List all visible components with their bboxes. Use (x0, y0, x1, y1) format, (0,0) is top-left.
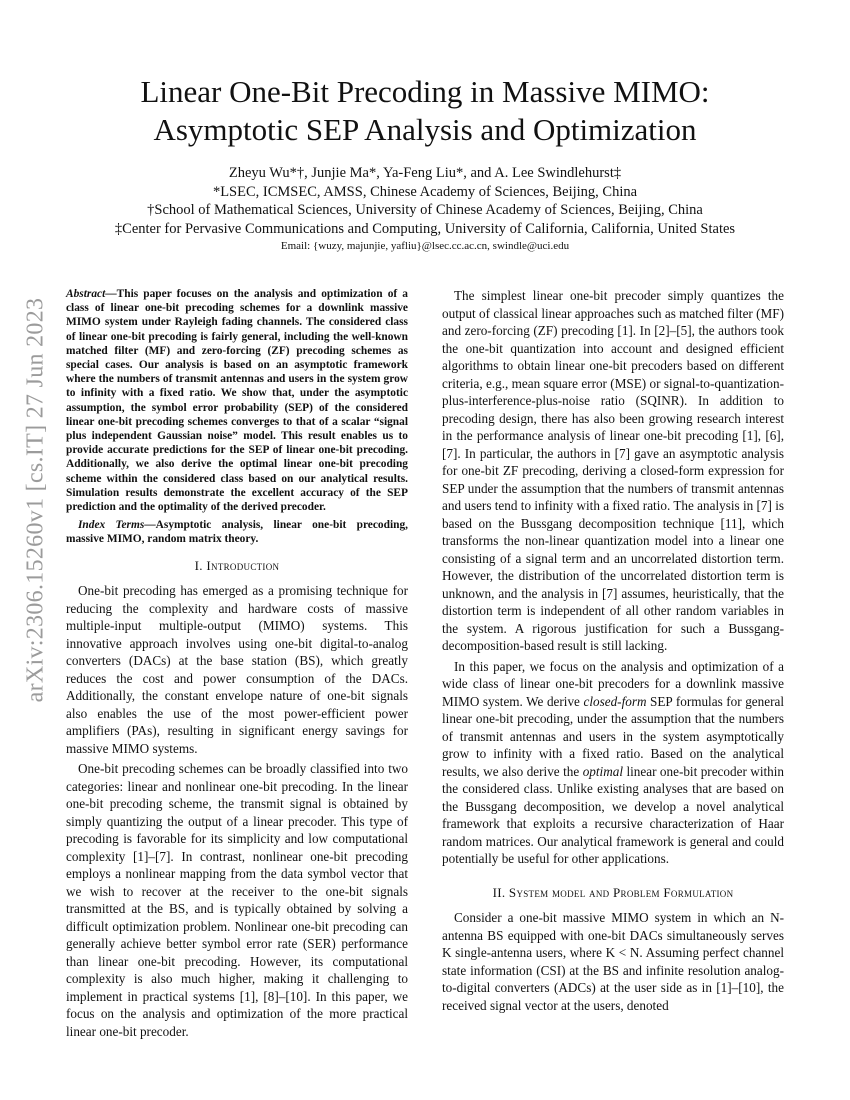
arxiv-identifier (6, 297, 66, 703)
contribution-paragraph (442, 658, 784, 868)
closed-form-emphasis: closed-form (583, 693, 647, 709)
contribution-text-c: linear one-bit precoder within the considered class. Unlike existing analyses that are based on the Bussgang decomposition, we develop a novel analytical framework that exploits a recursive characterization of Haar random matrices. Our analytical framework is general and could potentially be useful for other applications. (442, 763, 784, 866)
section-1-heading: I. Introduction (194, 557, 280, 573)
title-line-1: Linear One-Bit Precoding in Massive MIMO: (140, 74, 710, 109)
affiliation-2: †School of Mathematical Sciences, University of Chinese Academy of Sciences, Beijing, China (147, 202, 703, 218)
arxiv-identifier-text: arXiv:2306.15260v1 [cs.IT] 27 Jun 2023 (22, 297, 49, 703)
section-2-heading: II. System model and Problem Formulation (492, 884, 734, 900)
abstract (66, 287, 408, 514)
intro-paragraph-1: One-bit precoding has emerged as a promising technique for reducing the complexity and hardware costs of massive multiple-input multiple-output (MIMO) systems. This innovative approach involves using one-bit digital-to-analog converters (DACs) at the base station (BS), which greatly reduces the cost and power consumption of the DACs. Additionally, the constant envelope nature of one-bit signals also enables the use of the most power-efficient power amplifiers (PAs), resulting in significant energy savings for massive MIMO systems. (66, 583, 408, 756)
related-work-paragraph: The simplest linear one-bit precoder simply quantizes the output of classical linear approaches such as matched filter (MF) and zero-forcing (ZF) precoding [1]. In [2]–[5], the authors took the one-bit quantization into account and designed efficient algorithms to obtain linear one-bit precoders based on different criteria, e.g., mean square error (MSE) or signal-to-quantization-plus-interference-plus-noise ratio (SQINR). In addition to precoding design, there has also been growing research interest in the performance analysis of linear one-bit precoding [1], [6], [7]. In particular, the authors in [7] gave an asymptotic analysis for one-bit ZF precoding, deriving a closed-form expression for SEP under the assumption that the numbers of transmit antennas and users tend to infinity with a fixed ratio. The analysis in [7] is based on the Bussgang decomposition technique [11], which transforms the non-linear quantization model into a linear one consisting of a signal term and an uncorrelated distortion term. However, the distribution of the uncorrelated distortion term is unknown, and the analysis in [7] assumes, heuristically, that the distortion term is independent of all other random variables in the system. A rigorous justification for such a Bussgang-decomposition-based result is still lacking. (442, 288, 784, 653)
contribution-text-b: SEP formulas for general linear one-bit precoding, under the assumption that the numbers of transmit antennas and users in the system asymptotically grow to infinity with a fixed ratio. Based on the analytical results, we also derive the (442, 693, 784, 779)
author-block (80, 164, 770, 254)
contribution-text-a: In this paper, we focus on the analysis and optimization of a wide class of linear one-bit precoders for a downlink massive MIMO system. We derive (442, 658, 784, 709)
left-column (66, 287, 408, 1043)
index-terms (66, 518, 408, 546)
abstract-label: Abstract (66, 288, 106, 300)
optimal-emphasis: optimal (582, 763, 623, 779)
index-terms-text: —Asymptotic analysis, linear one-bit precoding, massive MIMO, random matrix theory. (66, 519, 408, 546)
paper-title (80, 73, 770, 149)
index-terms-label: Index Terms (78, 519, 145, 532)
abstract-text: —This paper focuses on the analysis and optimization of a class of linear one-bit precoding schemes for a downlink massive MIMO system under Rayleigh fading channels. The considered class of linear one-bit precoding is fairly general, including the well-known matched filter (MF) and zero-forcing (ZF) precoding schemes as special cases. Our analysis is based on an asymptotic framework where the numbers of transmit antennas and users in the system grow to infinity with a fixed ratio. We show that, under the asymptotic assumption, the symbol error probability (SEP) of the considered linear one-bit precoding schemes converges to that of a scalar “signal plus independent Gaussian noise” model. This result enables us to provide accurate predictions for the SEP of linear one-bit precoding. Additionally, we also derive the optimal linear one-bit precoding scheme within the considered class based on our analytical results. Simulation results demonstrate the excellent accuracy of the SEP prediction and the optimality of the derived precoder. (66, 288, 408, 514)
intro-paragraph-2: One-bit precoding schemes can be broadly classified into two categories: linear and nonlinear one-bit precoding. In the linear one-bit precoding scheme, the transmit signal is obtained by simply quantizing the output of a linear precoder. This type of precoding is favorable for its simplicity and low computational complexity [1]–[7]. In contrast, nonlinear one-bit precoding employs a nonlinear mapping from the data symbol vector that we wish to recover at the receiver to the one-bit signals transmitted at the BS, and is typically obtained by solving a difficult optimization problem. Nonlinear one-bit precoding can generally achieve better symbol error rate (SER) performance than linear one-bit precoding. However, its computational complexity is also much higher, making it challenging to implement in practical systems [1], [8]–[10]. In this paper, we focus on the analysis and optimization of the more practical linear one-bit precoder. (66, 761, 408, 1039)
affiliation-3: ‡Center for Pervasive Communications and Computing, University of California, California, United States (114, 220, 736, 237)
right-column (442, 287, 784, 1017)
author-emails: Email: {wuzy, majunjie, yafliu}@lsec.cc.ac.cn, swindle@uci.edu (280, 240, 570, 252)
affiliation-1: *LSEC, ICMSEC, AMSS, Chinese Academy of Sciences, Beijing, China (212, 183, 638, 200)
author-names: Zheyu Wu*†, Junjie Ma*, Ya-Feng Liu*, and A. Lee Swindlehurst‡ (228, 165, 622, 181)
system-model-paragraph: Consider a one-bit massive MIMO system in which an N-antenna BS equipped with one-bit DACs simultaneously serves K single-antenna users, where K < N. Assuming perfect channel state information (CSI) at the BS and infinite resolution analog-to-digital converters (ADCs) at the user side as in [1]–[10], the received signal vector at the users, denoted (442, 910, 784, 1013)
title-line-2: Asymptotic SEP Analysis and Optimization (153, 112, 697, 147)
